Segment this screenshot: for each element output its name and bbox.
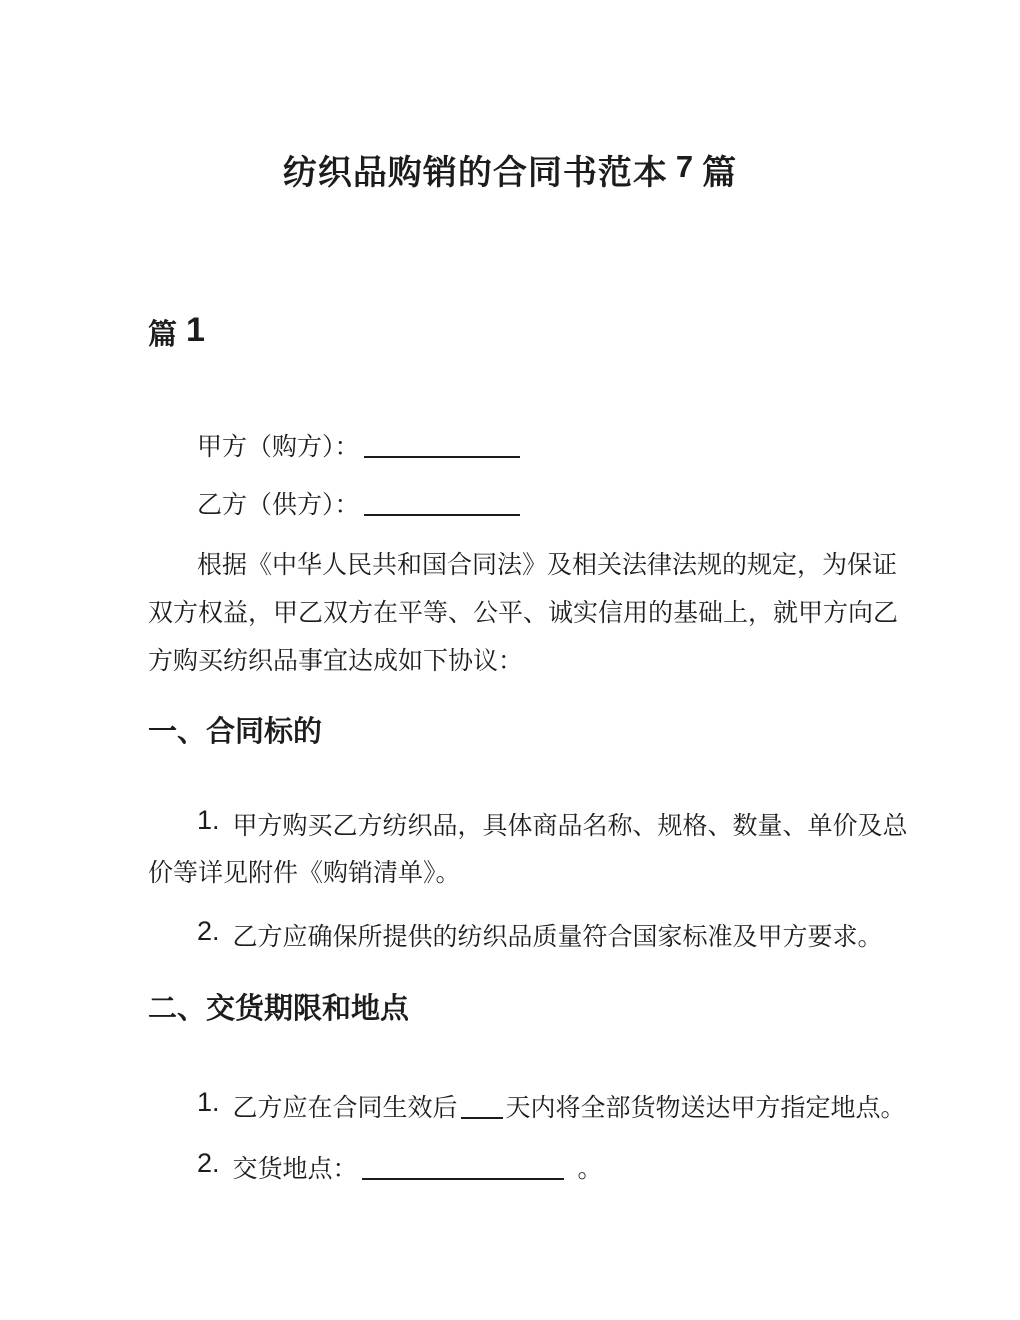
party-a-line [148,431,860,463]
delivery-place-label: 交货地点： [232,1155,358,1183]
item-text-before-blank: 乙方应在合同生效后 [232,1094,458,1122]
item-text: 甲方购买乙方纺织品，具体商品名称、规格、数量、单价及总 [232,812,908,840]
section-1-item-1-line-2: 价等详见附件《购销清单》。 [148,859,461,887]
section-2-item-2-line [148,1145,860,1193]
section-2-heading: 二、交货期限和地点 [148,993,410,1025]
item-number: 2. [197,916,220,946]
section-1-item-1-line-1 [148,802,908,850]
piece-heading-number: 1 [186,311,205,349]
document-title [0,0,1020,197]
document-title-text: 纺织品购销的合同书范本 [282,154,668,192]
item-number: 1. [197,1087,220,1117]
party-a-label: 甲方（购方）： [197,433,360,461]
section-2-item-1 [148,1084,906,1132]
item-text-after-blank: 天内将全部货物送达甲方指定地点。 [505,1094,906,1122]
preamble-line-1: 根据《中华人民共和国合同法》及相关法律法规的规定，为保证 [197,551,898,579]
party-a-blank-line [364,456,520,458]
piece-heading [148,313,1020,355]
item-text: 乙方应确保所提供的纺织品质量符合国家标准及甲方要求。 [232,923,883,951]
section-2-item-2 [148,1145,860,1193]
preamble-paragraph [148,541,899,685]
section-1-item-2-line [148,913,883,961]
section-2-item-1-line [148,1084,906,1132]
document-title-count: 7 [675,149,695,184]
preamble-line-3: 方购买纺织品事宜达成如下协议： [148,647,524,675]
days-blank-line [461,1117,503,1119]
delivery-place-blank-line [362,1178,564,1180]
section-1-item-2 [148,913,883,961]
section-1-heading: 一、合同标的 [148,716,323,748]
document-body [0,431,1020,1193]
sentence-period: 。 [577,1155,603,1183]
party-b-label: 乙方（供方）： [197,491,360,519]
party-b-blank-line [364,514,520,516]
party-b-line [148,489,860,521]
preamble-line-2: 双方权益，甲乙双方在平等、公平、诚实信用的基础上，就甲方向乙 [148,599,899,627]
item-number: 2. [197,1148,220,1178]
document-title-unit: 篇 [702,154,738,192]
section-1-item-1 [148,802,908,897]
piece-heading-label: 篇 [148,319,178,351]
item-number: 1. [197,805,220,835]
